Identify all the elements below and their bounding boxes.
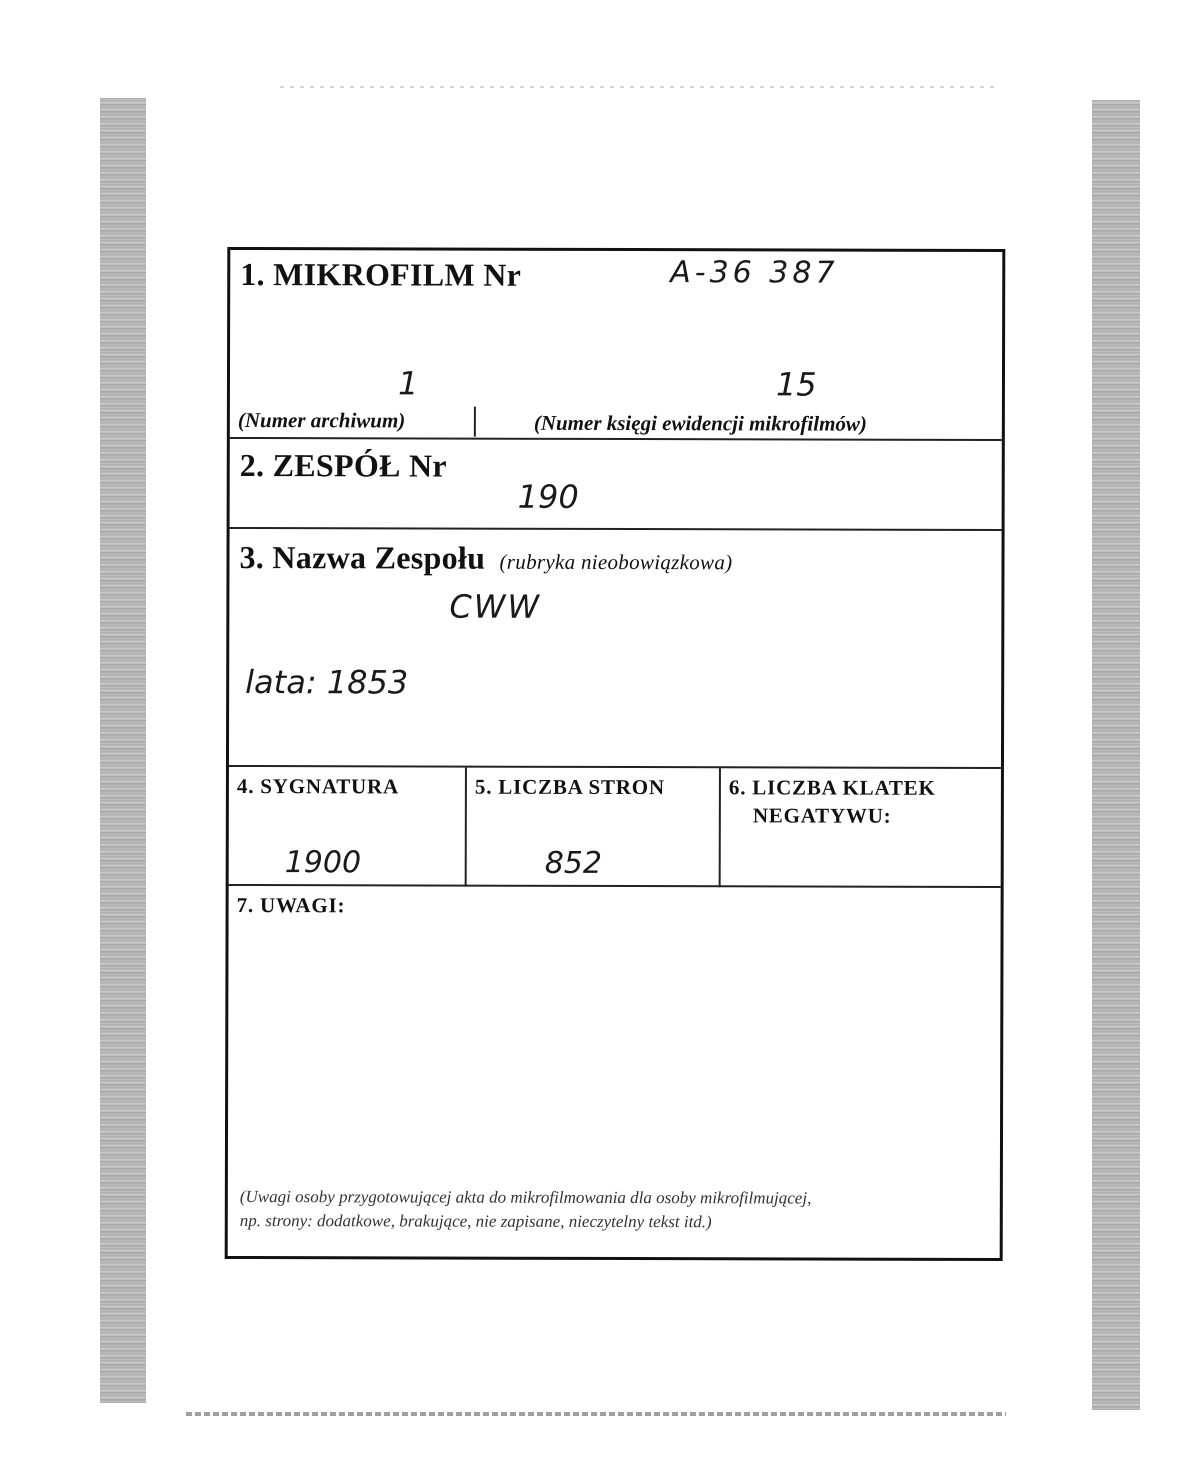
page-count-heading: 5. LICZBA STRON <box>474 774 665 800</box>
column-divider-1 <box>465 768 467 887</box>
archive-number-label: (Numer archiwum) <box>237 408 406 433</box>
section-remarks <box>228 886 1001 1258</box>
remarks-footnote-line2: np. strony: dodatkowe, brakujące, nie zapisane, nieczytelny tekst itd.) <box>239 1211 712 1232</box>
microfilm-form <box>225 247 1006 1261</box>
section-microfilm <box>230 250 1002 441</box>
remarks-footnote-line1: (Uwagi osoby przygotowującej akta do mikrofilmowania dla osoby mikrofilmującej, <box>239 1187 812 1208</box>
register-number-handwritten: 15 <box>775 365 817 404</box>
column-divider-2 <box>719 768 721 887</box>
page-count-handwritten: 852 <box>544 845 603 881</box>
fonds-name-heading-text: 3. Nazwa Zespołu <box>239 539 486 576</box>
remarks-heading: 7. UWAGI: <box>236 893 346 918</box>
label-divider <box>474 407 476 437</box>
scan-edge-bottom <box>186 1412 1006 1416</box>
section-fonds <box>230 439 1002 531</box>
frame-count-heading-line1: 6. LICZBA KLATEK <box>728 775 936 800</box>
fonds-name-heading <box>239 539 732 577</box>
fonds-number-handwritten: 190 <box>517 477 579 516</box>
signature-handwritten: 1900 <box>284 845 362 881</box>
scan-edge-right <box>1092 100 1140 1410</box>
signature-heading: 4. SYGNATURA <box>236 774 400 799</box>
fonds-name-optional-note: (rubryka nieobowiązkowa) <box>499 549 733 575</box>
archive-number-handwritten: 1 <box>397 364 419 403</box>
section-counts <box>229 767 1001 888</box>
microfilm-heading: 1. MIKROFILM Nr <box>240 256 522 293</box>
scan-edge-left <box>100 98 146 1403</box>
section-fonds-name <box>229 529 1002 769</box>
register-number-label: (Numer księgi ewidencji mikrofilmów) <box>533 410 867 436</box>
fonds-name-handwritten: CWW <box>449 587 542 626</box>
microfilm-number-handwritten: A-36 387 <box>670 255 839 291</box>
years-handwritten: lata: 1853 <box>245 663 409 702</box>
frame-count-heading-line2: NEGATYWU: <box>752 803 892 828</box>
scan-edge-top <box>280 86 1000 88</box>
fonds-heading: 2. ZESPÓŁ Nr <box>239 447 447 484</box>
